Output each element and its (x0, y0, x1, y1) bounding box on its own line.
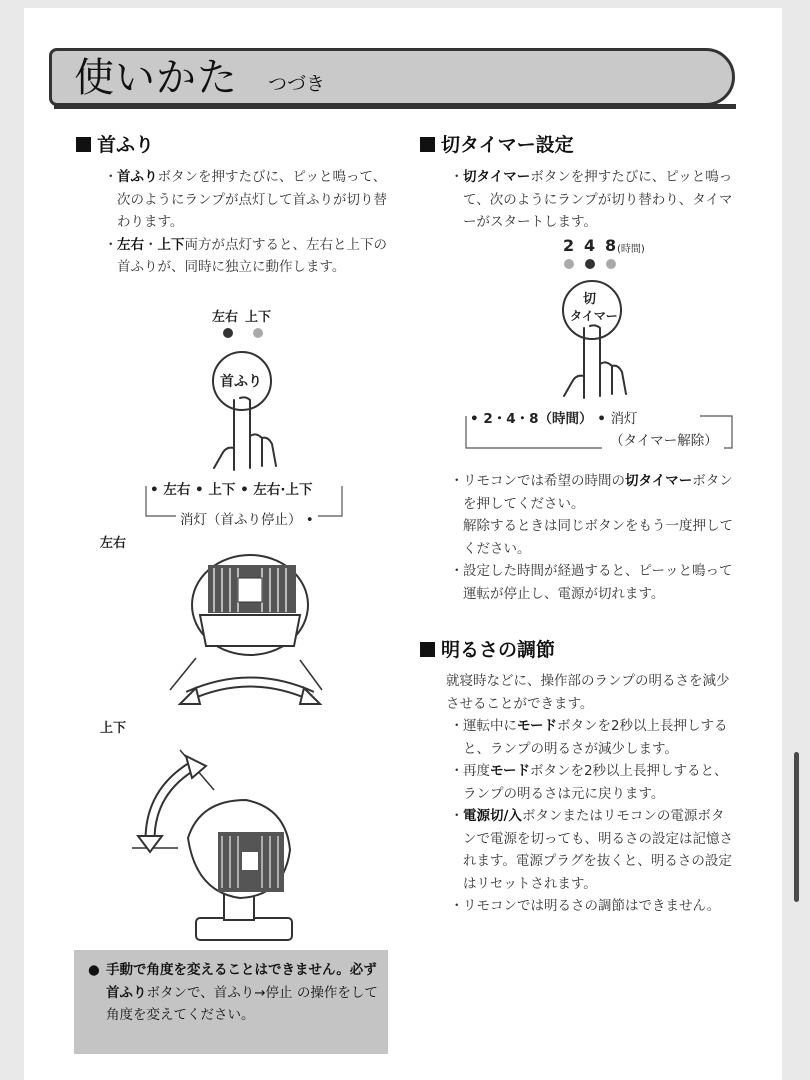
brightness-bullet-2: ・ 再度モードボタンを2秒以上長押しすると、ランプの明るさは元に戻ります。 (450, 763, 728, 802)
timer-lamp-unit: (時間) (617, 244, 645, 255)
swing-flow-return: 消灯（首ふり停止） • (176, 508, 318, 528)
brightness-body (446, 670, 736, 918)
caution-note (74, 950, 388, 1054)
timer-lamp-4: 4 (584, 236, 596, 255)
swing-flow: • 左右 • 上下 • 左右·上下 (150, 482, 313, 498)
timer-cancel-note: 解除するときは同じボタンをもう一度押してください。 (463, 518, 733, 557)
lamp-label-ud: 上下 (245, 310, 272, 325)
timer-remote-bullet: ・ リモコンでは希望の時間の切タイマーボタンを押してください。 (450, 473, 733, 512)
label-left-right: 左右 (100, 536, 127, 551)
timer-flow-cancel: （タイマー解除） (610, 433, 718, 449)
title-banner (49, 48, 735, 106)
brightness-bullet-3: ・ 電源切/入ボタンまたはリモコンの電源ボタンで電源を切っても、明るさの設定は記憶されます。電源プラグを抜くと、明るさの設定はリセットされます。 (450, 808, 733, 892)
lamp-lr-on (223, 328, 233, 338)
timer-lamp-2: 2 (563, 236, 575, 255)
timer-heading: 切タイマー設定 (420, 133, 574, 157)
label-up-down: 上下 (100, 721, 127, 736)
section-square-icon (420, 137, 435, 152)
timer-lamp-8: 8 (605, 236, 617, 255)
swing-bullet-list (104, 166, 394, 279)
page-title: 使いかた (74, 55, 238, 101)
timer-button-label-2: タイマー (570, 309, 618, 323)
section-square-icon (76, 137, 91, 152)
scrollbar[interactable] (794, 752, 799, 902)
caution-note-text: ● 手動で角度を変えることはできません。必ず首ふりボタンで、首ふり→停止 の操作をして角度を変えてください。 (88, 962, 378, 1023)
brightness-bullet-4: ・ リモコンでは明るさの調節はできません。 (450, 898, 721, 914)
brightness-intro: 就寝時などに、操作部のランプの明るさを減少させることができます。 (446, 673, 730, 712)
section-square-icon (420, 642, 435, 657)
timer-button-label-1: 切 (583, 292, 597, 307)
timer-bullet-list-2 (450, 470, 736, 605)
brightness-heading: 明るさの調節 (420, 638, 555, 662)
timer-bullet-1: ・ 切タイマーボタンを押すたびに、ピッと鳴って、次のようにランプが切り替わり、タイマーがスタートします。 (450, 169, 733, 230)
page-subtitle: つづき (268, 73, 326, 95)
swing-bullet-2: ・ 左右・上下両方が点灯すると、左右と上下の首ふりが、同時に独立に動作します。 (104, 236, 387, 275)
timer-lamp-4-on (585, 259, 595, 269)
lamp-ud-off (253, 328, 263, 338)
timer-bullet-list (450, 166, 736, 234)
swing-button-label: 首ふり (220, 374, 262, 390)
brightness-bullet-1: ・ 運転中にモードボタンを2秒以上長押しすると、ランプの明るさが減少します。 (450, 718, 728, 757)
timer-lamp-2-off (564, 259, 574, 269)
timer-flow: • 2・4・8（時間） • 消灯 (470, 411, 638, 427)
swing-heading: 首ふり (76, 133, 154, 157)
timer-lamp-8-off (606, 259, 616, 269)
timer-elapsed-bullet: ・ 設定した時間が経過すると、ピーッと鳴って運転が停止し、電源が切れます。 (450, 563, 733, 602)
lamp-label-lr: 左右 (212, 310, 239, 325)
swing-bullet-1: ・ 首ふりボタンを押すたびに、ピッと鳴って、次のようにランプが点灯して首ふりが切り替わります。 (104, 169, 387, 230)
timer-flow-frame (0, 0, 1, 1)
